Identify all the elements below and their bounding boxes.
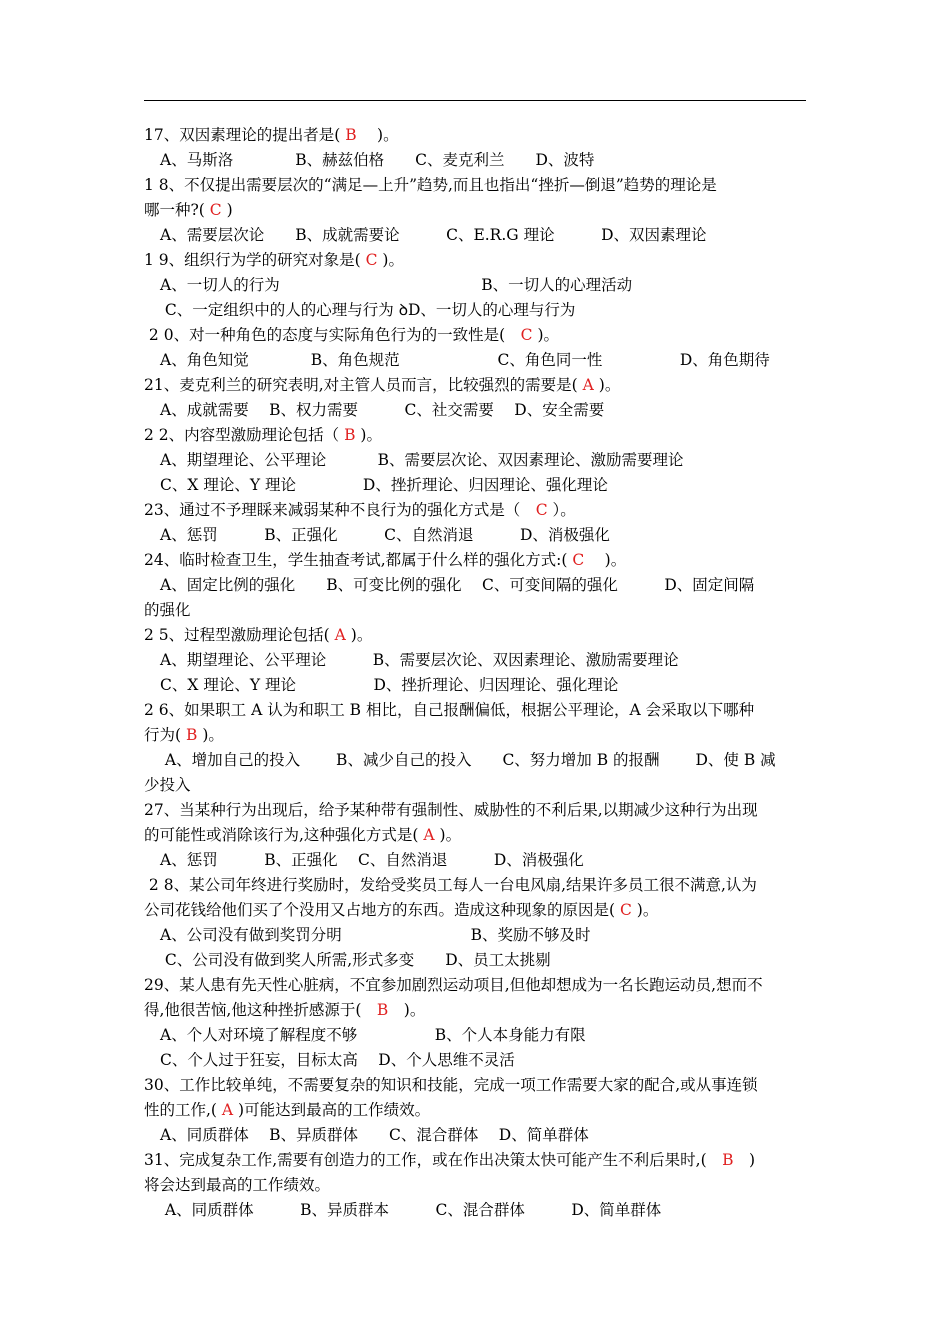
answer-letter: C — [520, 326, 533, 344]
answer-letter: C — [204, 201, 227, 219]
text-line — [160, 400, 604, 420]
text-line — [144, 550, 626, 570]
line-text: A、惩罚 B、正强化 C、自然消退 D、消极强化 — [160, 526, 610, 544]
line-text: 23、通过不予理睬来减弱某种不良行为的强化方式是（ — [144, 501, 536, 519]
text-line — [144, 625, 372, 645]
text-line — [144, 900, 658, 920]
line-text: 少投入 — [144, 776, 191, 794]
header-rule — [144, 100, 806, 101]
line-text: A、成就需要 B、权力需要 C、社交需要 D、安全需要 — [160, 401, 605, 419]
text-line — [144, 1175, 330, 1195]
line-text: 2 6、如果职工 A 认为和职工 B 相比，自己报酬偏低，根据公平理论，A 会采取以下哪种 — [144, 701, 755, 719]
line-text: 的可能性或消除该行为,这种强化方式是( — [144, 826, 419, 844]
line-text: A、需要层次论 B、成就需要论 C、E.R.G 理论 D、双因素理论 — [160, 226, 707, 244]
line-text: A、增加自己的投入 B、减少自己的投入 C、努力增加 B 的报酬 D、使 B 减 — [160, 751, 776, 769]
line-text: ) — [733, 1151, 756, 1169]
line-text: A、惩罚 B、正强化 C、自然消退 D、消极强化 — [160, 851, 584, 869]
text-line — [144, 250, 404, 270]
answer-letter: B — [376, 1001, 389, 1019]
line-text: )。 — [589, 551, 627, 569]
line-text: )。 — [350, 626, 373, 644]
text-line — [160, 1025, 586, 1045]
answer-letter: C — [360, 251, 383, 269]
line-text: 得,他很苦恼,他这种挫折感源于( — [144, 1001, 377, 1019]
text-line — [160, 850, 584, 870]
answer-letter: C — [567, 551, 590, 569]
line-text: A、马斯洛 B、赫兹伯格 C、麦克利兰 D、波特 — [160, 151, 595, 169]
text-line — [144, 125, 399, 145]
text-line — [144, 1000, 425, 1020]
text-line — [160, 575, 754, 595]
text-line — [144, 775, 191, 795]
line-text: 2 0、对一种角色的态度与实际角色行为的一致性是( — [144, 326, 521, 344]
line-text: 1 8、不仅提出需要层次的“满足—上升”趋势,而且也指出“挫折—倒退”趋势的理论是 — [144, 176, 717, 194]
line-text: 29、某人患有先天性心脏病，不宜参加剧烈运动项目,但他却想成为一名长跑运动员,想而不 — [144, 976, 763, 994]
line-text: A、公司没有做到奖罚分明 B、奖励不够及时 — [160, 926, 591, 944]
line-text: )。 — [382, 251, 404, 269]
line-text: )。 — [439, 826, 462, 844]
line-text: )可能达到最高的工作绩效。 — [238, 1101, 431, 1119]
text-line — [144, 500, 576, 520]
line-text: 行为( — [144, 726, 182, 744]
line-text: 30、工作比较单纯，不需要复杂的知识和技能，完成一项工作需要大家的配合,或从事连锁 — [144, 1076, 758, 1094]
text-line — [144, 175, 717, 195]
text-line — [144, 1075, 758, 1095]
text-line — [160, 150, 594, 170]
line-text: 的强化 — [144, 601, 191, 619]
text-line — [160, 1125, 589, 1145]
text-line — [160, 225, 707, 245]
text-line — [144, 1150, 755, 1170]
line-text: 2 8、某公司年终进行奖励时，发给受奖员工每人一台电风扇,结果许多员工很不满意,认为 — [144, 876, 757, 894]
answer-letter: C — [535, 501, 548, 519]
answer-letter: A — [577, 376, 599, 394]
line-text: )。 — [532, 326, 559, 344]
text-line — [144, 875, 757, 895]
line-text: C、X 理论、Y 理论 D、挫折理论、归因理论、强化理论 — [160, 676, 619, 694]
text-line — [144, 425, 382, 445]
text-line — [144, 700, 754, 720]
text-line — [160, 525, 610, 545]
line-text: ) — [226, 201, 233, 219]
line-text: )。 — [388, 1001, 426, 1019]
line-text: C、公司没有做到奖人所需,形式多变 D、员工太挑剔 — [160, 951, 551, 969]
text-line — [160, 450, 684, 470]
line-text: A、个人对环境了解程度不够 B、个人本身能力有限 — [160, 1026, 586, 1044]
text-line — [160, 950, 551, 970]
answer-letter: A — [329, 626, 351, 644]
line-text: 27、当某种行为出现后，给予某种带有强制性、威胁性的不利后果,以期减少这种行为出现 — [144, 801, 758, 819]
text-line — [144, 800, 758, 820]
line-text: 公司花钱给他们买了个没用又占地方的东西。造成这种现象的原因是( — [144, 901, 616, 919]
text-line — [160, 650, 679, 670]
line-text: )。 — [202, 726, 224, 744]
text-line — [160, 1050, 515, 1070]
text-line — [144, 325, 559, 345]
line-text: 24、临时检查卫生，学生抽查考试,都属于什么样的强化方式:( — [144, 551, 568, 569]
answer-letter: B — [722, 1151, 734, 1169]
line-text: A、角色知觉 B、角色规范 C、角色同一性 D、角色期待 — [160, 351, 770, 369]
line-text: A、一切人的行为 B、一切人的心理活动 — [160, 276, 633, 294]
text-line — [160, 300, 575, 320]
line-text: )。 — [360, 426, 382, 444]
line-text: 将会达到最高的工作绩效。 — [144, 1176, 331, 1194]
answer-letter: A — [216, 1101, 239, 1119]
line-text: ）。 — [547, 501, 576, 519]
text-line — [160, 675, 618, 695]
answer-letter: A — [418, 826, 440, 844]
text-line — [160, 925, 591, 945]
line-text: 21、麦克利兰的研究表明,对主管人员而言，比较强烈的需要是( — [144, 376, 578, 394]
line-text: )。 — [361, 126, 399, 144]
answer-letter: B — [339, 426, 361, 444]
line-text: )。 — [636, 901, 659, 919]
text-line — [144, 1100, 430, 1120]
text-line — [160, 750, 776, 770]
text-line — [144, 375, 620, 395]
line-text: A、期望理论、公平理论 B、需要层次论、双因素理论、激励需要理论 — [160, 651, 679, 669]
line-text: )。 — [598, 376, 621, 394]
text-line — [144, 600, 191, 620]
text-line — [160, 1200, 661, 1220]
line-text: 哪一种?( — [144, 201, 205, 219]
line-text: C、X 理论、Y 理论 D、挫折理论、归因理论、强化理论 — [160, 476, 608, 494]
answer-letter: B — [340, 126, 362, 144]
line-text: 2 2、内容型激励理论包括（ — [144, 426, 340, 444]
text-line — [144, 825, 461, 845]
line-text: A、固定比例的强化 B、可变比例的强化 C、可变间隔的强化 D、固定间隔 — [160, 576, 755, 594]
line-text: 2 5、过程型激励理论包括( — [144, 626, 330, 644]
line-text: A、同质群体 B、异质群体 C、混合群体 D、简单群体 — [160, 1126, 589, 1144]
line-text: 17、双因素理论的提出者是( — [144, 126, 341, 144]
line-text: C、个人过于狂妄，目标太高 D、个人思维不灵活 — [160, 1051, 515, 1069]
answer-letter: C — [615, 901, 637, 919]
line-text: 1 9、组织行为学的研究对象是( — [144, 251, 361, 269]
line-text: 性的工作,( — [144, 1101, 217, 1119]
line-text: 31、完成复杂工作,需要有创造力的工作，或在作出决策太快可能产生不利后果时,( — [144, 1151, 723, 1169]
text-line — [144, 725, 224, 745]
text-line — [144, 975, 763, 995]
line-text: A、同质群体 B、异质群本 C、混合群体 D、简单群体 — [160, 1201, 662, 1219]
text-line — [160, 275, 632, 295]
line-text: C、一定组织中的人的心理与行为 ꝺD、一切人的心理与行为 — [160, 301, 576, 319]
text-line — [144, 200, 233, 220]
answer-letter: B — [181, 726, 203, 744]
text-line — [160, 350, 770, 370]
line-text: A、期望理论、公平理论 B、需要层次论、双因素理论、激励需要理论 — [160, 451, 684, 469]
text-line — [160, 475, 608, 495]
